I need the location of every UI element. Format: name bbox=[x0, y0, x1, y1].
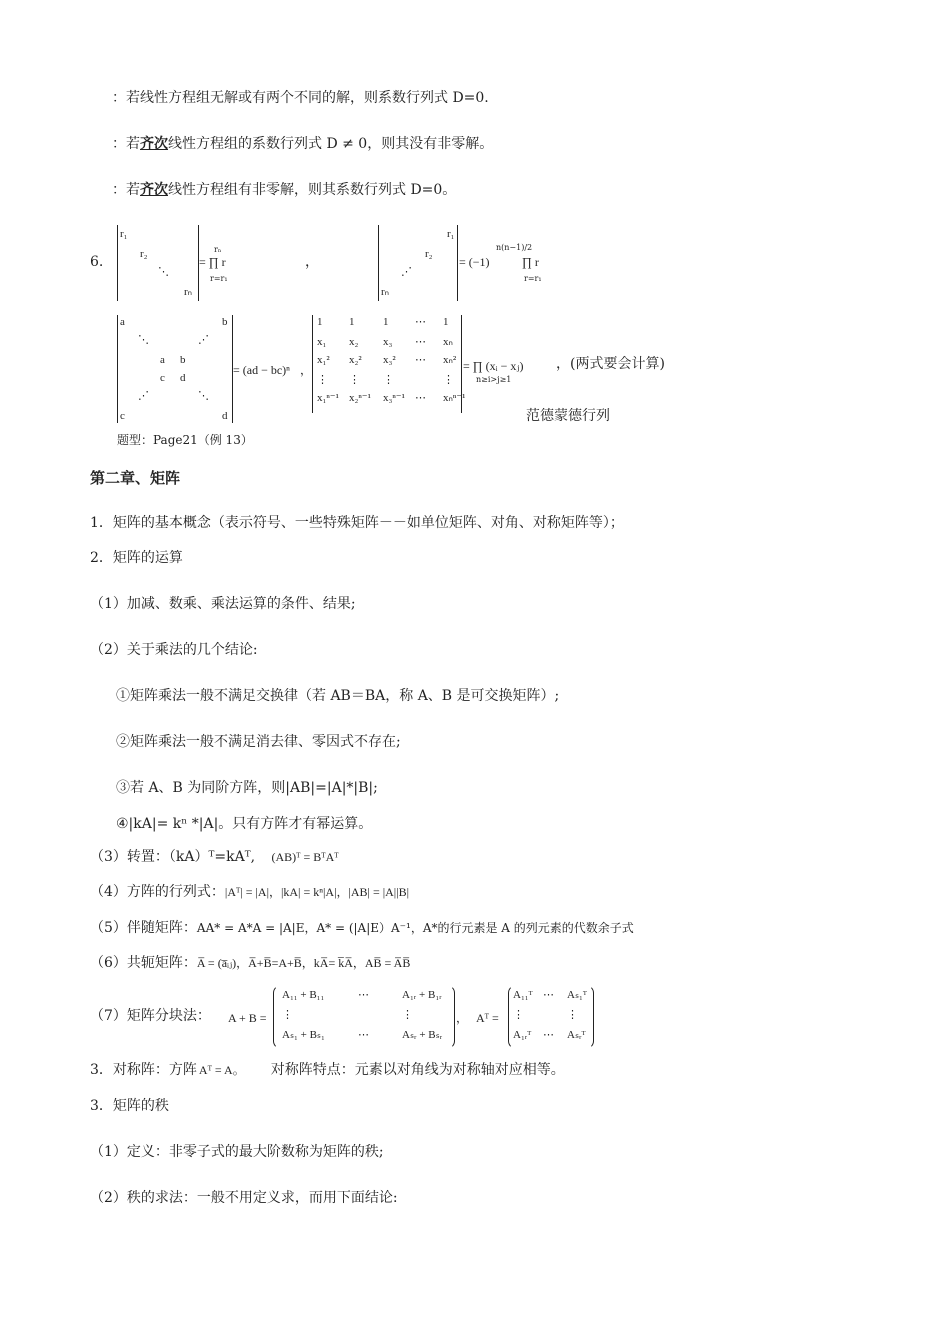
determinant-formula: |Aᵀ| = |A|，|kA| = kⁿ|A|，|AB| = |A||B| bbox=[224, 885, 409, 899]
antidiag-prod-sub: r=r₁ bbox=[524, 274, 542, 283]
block-sum-cell-0-0: A₁₁ + B₁₁ bbox=[282, 989, 325, 1001]
diag-entry-n: rₙ bbox=[184, 286, 193, 298]
section-3a bbox=[90, 1060, 565, 1080]
vandermonde-caption: 范德蒙德行列 bbox=[526, 408, 610, 424]
vandermonde-cell-1-0: x₁ bbox=[317, 336, 327, 348]
vandermonde-cell-4-2: x₃ⁿ⁻¹ bbox=[383, 392, 405, 404]
statement-2-pre: ：若 bbox=[112, 136, 140, 152]
vandermonde-cell-0-4: 1 bbox=[443, 316, 449, 328]
section-2-4 bbox=[90, 882, 409, 902]
block-transpose-cell-2-2: Aₛᵣᵀ bbox=[567, 1029, 586, 1041]
antidiag-product: ∏ r bbox=[522, 255, 539, 269]
separator-comma: ， bbox=[305, 254, 319, 270]
diag-result: = ∏ r bbox=[199, 255, 226, 269]
block-sum-cell-1-2: ⋮ bbox=[402, 1009, 413, 1021]
block-transpose-matrix bbox=[508, 985, 594, 1049]
diag-entry-1: r₁ bbox=[120, 228, 128, 240]
section-3b-1: （1）定义：非零子式的最大阶数称为矩阵的秩; bbox=[90, 1144, 384, 1160]
vandermonde-cell-3-0: ⋮ bbox=[317, 374, 328, 386]
adjugate-label: （5）伴随矩阵： bbox=[90, 920, 197, 936]
vandermonde-cell-2-2: x₃² bbox=[383, 354, 396, 366]
vandermonde-cell-4-0: x₁ⁿ⁻¹ bbox=[317, 392, 339, 404]
cross-result: = (ad − bc)ⁿ bbox=[233, 363, 290, 377]
cross-a-inner: a bbox=[160, 354, 165, 366]
cross-b-outer: b bbox=[222, 316, 228, 328]
symmetric-formula: Aᵀ = A。 bbox=[198, 1063, 245, 1077]
antidiag-entry-2: r₂ bbox=[425, 248, 433, 260]
conclusion-4: ④|kA|= kⁿ *|A|。只有方阵才有幂运算。 bbox=[116, 816, 373, 832]
diag-prod-sup: rₙ bbox=[214, 245, 222, 254]
vandermonde-cell-3-4: ⋮ bbox=[443, 374, 454, 386]
cross-determinant: a b ⋱ ⋰ a b c d ⋰ ⋱ c d bbox=[117, 315, 233, 423]
transpose-formula: (AB)ᵀ = BᵀAᵀ bbox=[271, 850, 339, 864]
vandermonde-cell-2-0: x₁² bbox=[317, 354, 330, 366]
statement-3-post: 线性方程组有非零解，则其系数行列式 D=0。 bbox=[168, 182, 457, 198]
vandermonde-cell-3-1: ⋮ bbox=[349, 374, 360, 386]
block-transpose-lhs: Aᵀ = bbox=[476, 1011, 499, 1025]
block-transpose-cell-2-1: ⋯ bbox=[543, 1029, 554, 1041]
both-formulas-note: ，(两式要会计算) bbox=[556, 356, 665, 372]
section-2-3 bbox=[90, 847, 339, 867]
block-transpose-cell-2-0: A₁ᵣᵀ bbox=[513, 1029, 532, 1041]
conjugate-formula: A̅ = (a̅ᵢⱼ)，A̅+B̅=A+B̅，kA̅= k̅A̅，AB̅ = A̅B̅ bbox=[196, 956, 411, 970]
block-transpose-cell-0-2: Aₛ₁ᵀ bbox=[567, 989, 587, 1001]
section-2-2: （2）关于乘法的几个结论: bbox=[90, 642, 258, 658]
diag-entry-2: r₂ bbox=[140, 248, 148, 260]
vandermonde-prod-sub: n≥i>j≥1 bbox=[476, 375, 512, 384]
cross-comma: ， bbox=[300, 363, 313, 377]
vandermonde-cell-0-2: 1 bbox=[383, 316, 389, 328]
block-transpose-cell-0-1: ⋯ bbox=[543, 989, 554, 1001]
block-transpose-cell-0-0: A₁₁ᵀ bbox=[513, 989, 533, 1001]
block-sum-cell-2-2: Aₛᵣ + Bₛᵣ bbox=[402, 1029, 443, 1041]
section-3b: 3．矩阵的秩 bbox=[90, 1098, 169, 1114]
vandermonde-cell-2-3: ⋯ bbox=[415, 354, 426, 366]
block-sum-lhs: A + B = bbox=[228, 1011, 267, 1025]
vandermonde-result: = ∏ (xᵢ − xⱼ) bbox=[463, 359, 524, 373]
block-sum-cell-0-2: A₁ᵣ + B₁ᵣ bbox=[402, 989, 442, 1001]
vandermonde-cell-1-3: ⋯ bbox=[415, 336, 426, 348]
vandermonde-cell-3-2: ⋮ bbox=[383, 374, 394, 386]
statement-2 bbox=[112, 134, 493, 154]
statement-3-pre: ：若 bbox=[112, 182, 140, 198]
vandermonde-cell-0-0: 1 bbox=[317, 316, 323, 328]
section-2: 2．矩阵的运算 bbox=[90, 550, 183, 566]
section-2-5 bbox=[90, 918, 634, 938]
cross-c-inner: c bbox=[160, 372, 165, 384]
item-number-6: 6. bbox=[90, 254, 104, 270]
vandermonde-cell-4-3: ⋯ bbox=[415, 392, 426, 404]
section-2-1: （1）加减、数乘、乘法运算的条件、结果; bbox=[90, 596, 356, 612]
statement-2-emphasis: 齐次 bbox=[140, 136, 168, 152]
block-sum-cell-1-0: ⋮ bbox=[282, 1009, 293, 1021]
symmetric-property: 对称阵特点：元素以对角线为对称轴对应相等。 bbox=[270, 1062, 565, 1078]
antidiag-entry-1: r₁ bbox=[447, 228, 455, 240]
cross-a-outer: a bbox=[120, 316, 125, 328]
transpose-label: （3）转置：（kA）ᵀ=kAᵀ, bbox=[90, 849, 256, 865]
block-transpose-cell-1-2: ⋮ bbox=[567, 1009, 578, 1021]
vandermonde-cell-1-1: x₂ bbox=[349, 336, 359, 348]
conclusion-3: ③若 A、B 为同阶方阵，则|AB|=|A|*|B|; bbox=[116, 780, 378, 796]
statement-2-post: 线性方程组的系数行列式 D ≠ 0，则其没有非零解。 bbox=[168, 136, 494, 152]
section-3b-2: （2）秩的求法：一般不用定义求，而用下面结论: bbox=[90, 1190, 398, 1206]
example-reference: 题型：Page21（例 13） bbox=[117, 433, 253, 447]
vandermonde-cell-4-1: x₂ⁿ⁻¹ bbox=[349, 392, 371, 404]
block-sum-matrix bbox=[273, 985, 455, 1049]
vandermonde-cell-2-1: x₂² bbox=[349, 354, 362, 366]
antidiag-exponent: n(n−1)/2 bbox=[496, 243, 533, 252]
vandermonde-cell-2-4: xₙ² bbox=[443, 354, 457, 366]
conjugate-label: （6）共轭矩阵： bbox=[90, 955, 197, 971]
vandermonde-cell-0-3: ⋯ bbox=[415, 316, 426, 328]
section-2-7: （7）矩阵分块法： bbox=[90, 1008, 211, 1024]
antidiag-entry-n: rₙ bbox=[381, 286, 390, 298]
statement-3-emphasis: 齐次 bbox=[140, 182, 168, 198]
statement-3 bbox=[112, 180, 456, 200]
antidiag-result: = (−1) bbox=[459, 255, 490, 269]
conclusion-2: ②矩阵乘法一般不满足消去律、零因式不存在; bbox=[116, 734, 401, 750]
symmetric-label: 3．对称阵：方阵 bbox=[90, 1062, 197, 1078]
block-sum-cell-2-0: Aₛ₁ + Bₛ₁ bbox=[282, 1029, 325, 1041]
block-sum-cell-0-1: ⋯ bbox=[358, 989, 369, 1001]
diagonal-determinant: r₁ r₂ ⋱ rₙ bbox=[117, 225, 199, 301]
vandermonde-determinant bbox=[312, 315, 466, 413]
chapter-heading: 第二章、矩阵 bbox=[90, 469, 181, 487]
block-sum-cell-2-1: ⋯ bbox=[358, 1029, 369, 1041]
statement-1: ：若线性方程组无解或有两个不同的解，则系数行列式 D=0. bbox=[112, 90, 489, 106]
cross-d-inner: d bbox=[180, 372, 186, 384]
block-comma: ， bbox=[456, 1011, 469, 1025]
diag-prod-sub: r=r₁ bbox=[210, 274, 228, 283]
vandermonde-cell-1-2: x₃ bbox=[383, 336, 393, 348]
vandermonde-cell-0-1: 1 bbox=[349, 316, 355, 328]
section-1: 1．矩阵的基本概念（表示符号、一些特殊矩阵－－如单位矩阵、对角、对称矩阵等）； bbox=[90, 515, 624, 531]
vandermonde-cell-1-4: xₙ bbox=[443, 336, 453, 348]
block-transpose-cell-1-0: ⋮ bbox=[513, 1009, 524, 1021]
vandermonde-cell-4-4: xₙⁿ⁻¹ bbox=[443, 392, 466, 404]
antidiagonal-determinant: r₁ r₂ ⋰ rₙ bbox=[378, 225, 458, 301]
adjugate-formula: AA* = A*A = |A|E，A* = (|A|E）A⁻¹，A*的行元素是 A 的列元素的代数余子式 bbox=[196, 921, 634, 935]
cross-d-outer: d bbox=[222, 410, 228, 422]
conclusion-1: ①矩阵乘法一般不满足交换律（若 AB＝BA，称 A、B 是可交换矩阵）; bbox=[116, 688, 560, 704]
cross-c-outer: c bbox=[120, 410, 125, 422]
determinant-label: （4）方阵的行列式： bbox=[90, 884, 225, 900]
cross-b-inner: b bbox=[180, 354, 186, 366]
section-2-6 bbox=[90, 953, 410, 973]
